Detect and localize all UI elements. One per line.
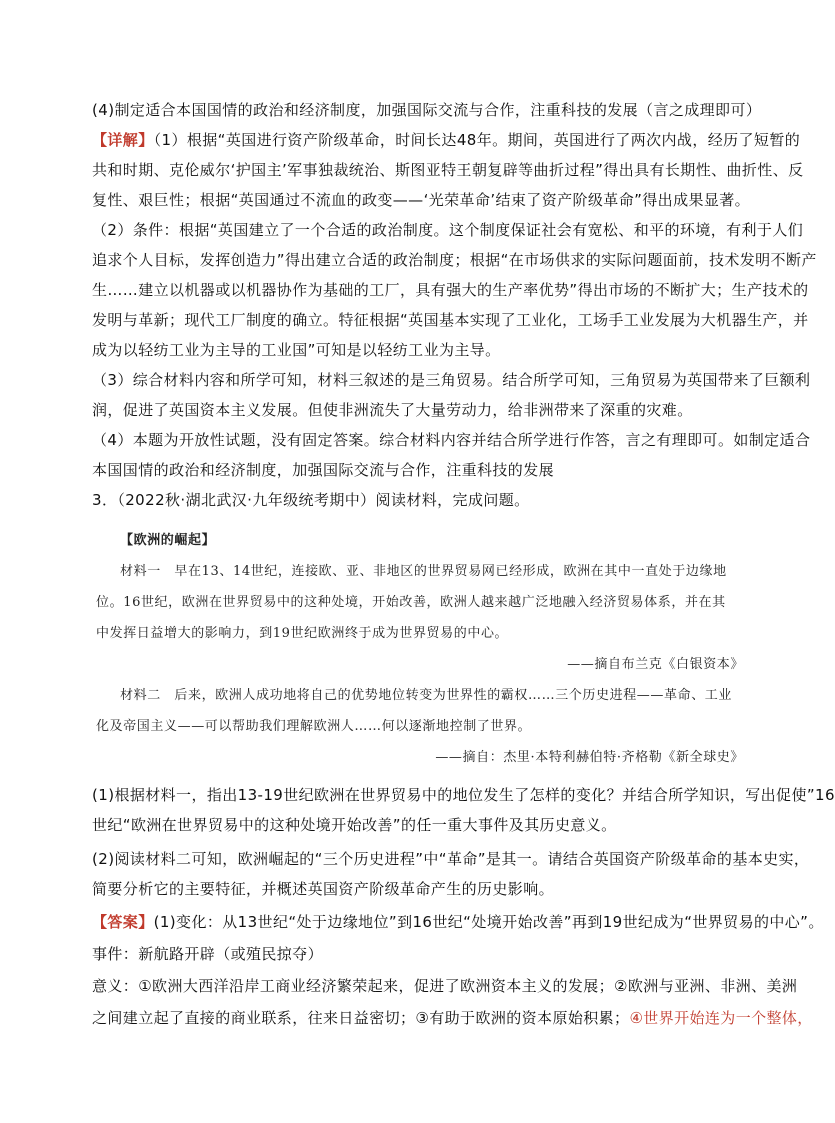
question-1: (1)根据材料一，指出13-19世纪欧洲在世界贸易中的地位发生了怎样的变化？并结合所学知识，写出促使”16: [92, 786, 835, 804]
material-2-source: ——摘自：杰里·本特利赫伯特·齐格勒《新全球史》: [435, 750, 744, 765]
detail-line: 共和时期、克伦威尔‘护国主’军事独裁统治、斯图亚特王朝复辟等曲折过程”得出具有长期性、曲折性、反: [92, 161, 804, 179]
detail-paragraph-2: （2）条件：根据“英国建立了一个合适的政治制度。这个制度保证社会有宽松、和平的环境，有利于人们: [92, 221, 804, 239]
answer-text: (1)变化：从13世纪“处于边缘地位”到16世纪“处境开始改善”再到19世纪成为“世界贸易的中心”。: [153, 913, 824, 931]
question-1-cont: 世纪“欧洲在世界贸易中的这种处境开始改善”的任一重大事件及其历史意义。: [92, 816, 617, 834]
detail-text: （1）根据“英国进行资产阶级革命，时间长达48年。期间，英国进行了两次内战，经历了短暂的: [153, 131, 801, 149]
material-1-line: 材料一 早在13、14世纪，连接欧、亚、非地区的世界贸易网已经形成，欧洲在其中一直处于边缘地: [120, 564, 727, 579]
material-1-line: 中发挥日益增大的影响力，到19世纪欧洲终于成为世界贸易的中心。: [96, 626, 509, 641]
material-1-source: ——摘自布兰克《白银资本》: [567, 657, 744, 672]
material-2-line: 材料二 后来，欧洲人成功地将自己的优势地位转变为世界性的霸权……三个历史进程——革命、工业: [120, 688, 733, 703]
answer-line-4: (4)制定适合本国国情的政治和经济制度，加强国际交流与合作，注重科技的发展（言之成理即可）: [92, 101, 762, 119]
detail-line: 追求个人目标，发挥创造力”得出建立合适的政治制度；根据“在市场供求的实际问题面前，技术发明不断产: [92, 251, 817, 269]
detail-paragraph-1: [92, 130, 800, 150]
detail-line: 成为以轻纺工业为主导的工业国”可知是以轻纺工业为主导。: [92, 341, 501, 359]
detail-paragraph-4: （4）本题为开放性试题，没有固定答案。综合材料内容并结合所学进行作答，言之有理即可。如制定适合: [92, 431, 811, 449]
detail-line: 发明与革新；现代工厂制度的确立。特征根据“英国基本实现了工业化，工场手工业发展为大机器生产，并: [92, 311, 809, 329]
answer-significance: 意义：①欧洲大西洋沿岸工商业经济繁荣起来，促进了欧洲资本主义的发展；②欧洲与亚洲、非洲、美洲: [92, 977, 798, 995]
detail-line: 本国国情的政治和经济制度，加强国际交流与合作，注重科技的发展: [92, 461, 555, 479]
answer-significance-cont: [92, 1008, 813, 1028]
material-2-line: 化及帝国主义——可以帮助我们理解欧洲人……何以逐渐地控制了世界。: [96, 719, 532, 734]
answer-tag: 【答案】: [92, 913, 154, 931]
question-3-header: 3．（2022秋·湖北武汉·九年级统考期中）阅读材料，完成问题。: [92, 491, 530, 509]
detail-line: 润，促进了英国资本主义发展。但使非洲流失了大量劳动力，给非洲带来了深重的灾难。: [92, 401, 693, 419]
answer-event: 事件：新航路开辟（或殖民掠夺）: [92, 945, 324, 963]
detail-paragraph-3: （3）综合材料内容和所学可知，材料三叙述的是三角贸易。结合所学可知，三角贸易为英国带来了巨额利: [92, 371, 811, 389]
answer-text: 之间建立起了直接的商业联系，往来日益密切；③有助于欧洲的资本原始积累；: [92, 1009, 630, 1027]
question-2: (2)阅读材料二可知，欧洲崛起的“三个历史进程”中“革命”是其一。请结合英国资产阶级革命的基本史实，: [92, 850, 810, 868]
detail-tag: 【详解】: [92, 131, 154, 149]
answer-paragraph-1: [92, 912, 824, 932]
material-1-line: 位。16世纪，欧洲在世界贸易中的这种处境，开始改善，欧洲人越来越广泛地融入经济贸易体系，并在其: [96, 595, 726, 610]
answer-highlight: ④世界开始连为一个整体，: [629, 1009, 813, 1027]
question-2-cont: 简要分析它的主要特征，并概述英国资产阶级革命产生的历史影响。: [92, 880, 555, 898]
material-heading: 【欧洲的崛起】: [120, 533, 216, 548]
detail-line: 生……建立以机器或以机器协作为基础的工厂，具有强大的生产率优势”得出市场的不断扩大；生产技术的: [92, 281, 809, 299]
detail-line: 复性、艰巨性；根据“英国通过不流血的政变——‘光荣革命’结束了资产阶级革命”得出成果显著。: [92, 191, 751, 209]
